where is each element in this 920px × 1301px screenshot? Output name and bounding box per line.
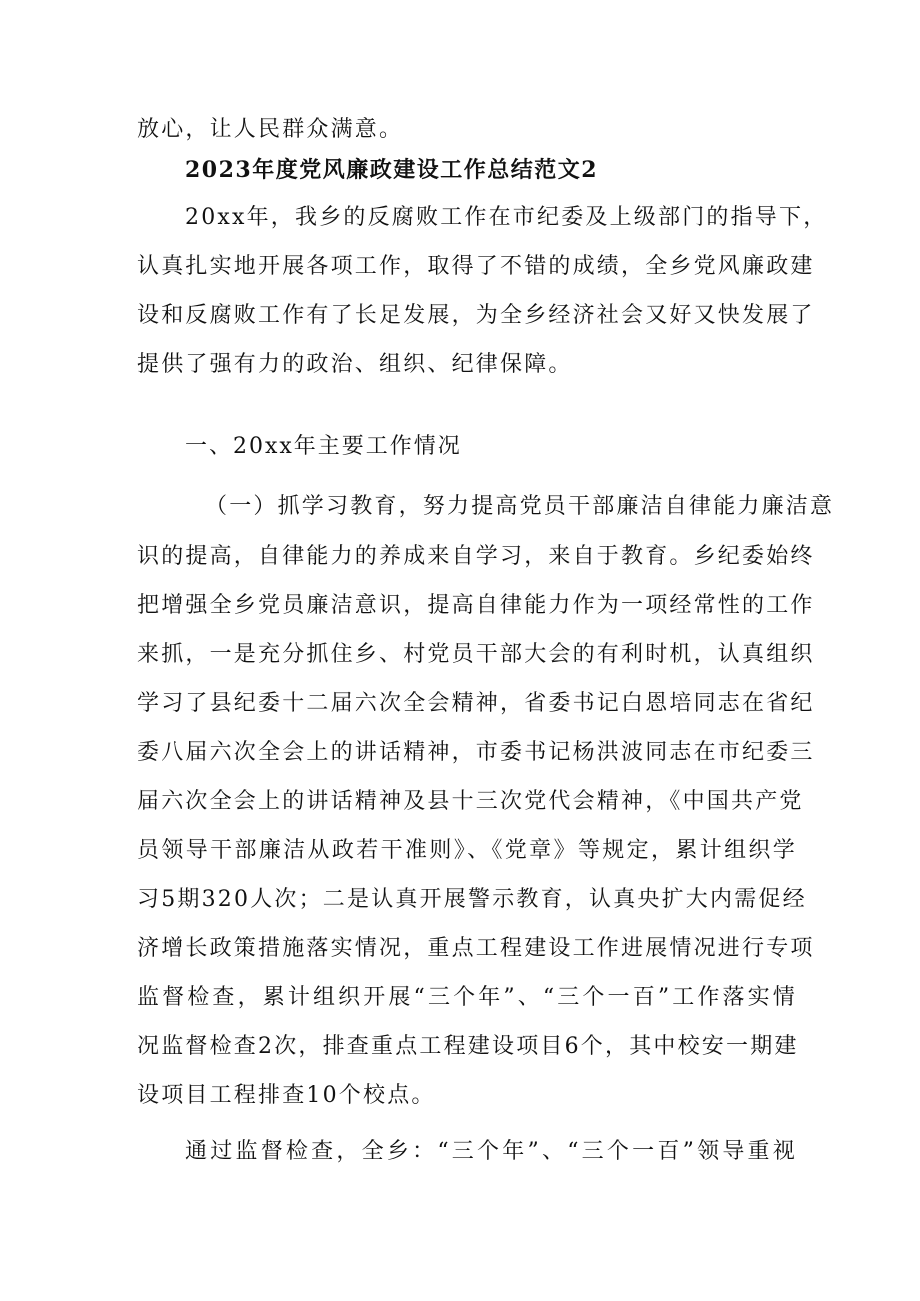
paragraph-line: 放心，让人民群众满意。 — [137, 117, 404, 142]
paragraph-line: 习5期320人次；二是认真开展警示教育，认真央扩大内需促经 — [137, 887, 807, 912]
paragraph-line: 通过监督检查，全乡：“三个年”、“三个一百”领导重视 — [185, 1139, 797, 1164]
paragraph-line: 学习了县纪委十二届六次全会精神，省委书记白恩培同志在省纪 — [137, 691, 815, 716]
paragraph-line: 认真扎实地开展各项工作，取得了不错的成绩，全乡党风廉政建 — [137, 254, 815, 279]
document-title: 2023年度党风廉政建设工作总结范文2 — [185, 157, 599, 183]
paragraph-line: 设项目工程排查10个校点。 — [137, 1083, 436, 1108]
paragraph-line: （一）抓学习教育，努力提高党员干部廉洁自律能力廉洁意 — [205, 494, 835, 519]
paragraph-line: 20xx年，我乡的反腐败工作在市纪委及上级部门的指导下， — [185, 205, 828, 230]
paragraph-line: 提供了强有力的政治、组织、纪律保障。 — [137, 352, 573, 377]
section-heading: 一、20xx年主要工作情况 — [185, 434, 462, 459]
paragraph-line: 把增强全乡党员廉洁意识，提高自律能力作为一项经常性的工作 — [137, 593, 815, 618]
paragraph-line: 委八届六次全会上的讲话精神，市委书记杨洪波同志在市纪委三 — [137, 740, 815, 765]
paragraph-line: 监督检查，累计组织开展“三个年”、“三个一百”工作落实情 — [137, 985, 797, 1010]
paragraph-line: 来抓，一是充分抓住乡、村党员干部大会的有利时机，认真组织 — [137, 642, 815, 667]
paragraph-line: 况监督检查2次，排查重点工程建设项目6个，其中校安一期建 — [137, 1034, 799, 1059]
paragraph-line: 员领导干部廉洁从政若干准则》、《党章》等规定，累计组织学 — [137, 838, 797, 863]
paragraph-line: 设和反腐败工作有了长足发展，为全乡经济社会又好又快发展了 — [137, 303, 815, 328]
paragraph-line: 届六次全会上的讲话精神及县十三次党代会精神，《中国共产党 — [137, 789, 804, 814]
paragraph-line: 济增长政策措施落实情况，重点工程建设工作进展情况进行专项 — [137, 936, 815, 961]
paragraph-line: 识的提高，自律能力的养成来自学习，来自于教育。乡纪委始终 — [137, 544, 815, 569]
